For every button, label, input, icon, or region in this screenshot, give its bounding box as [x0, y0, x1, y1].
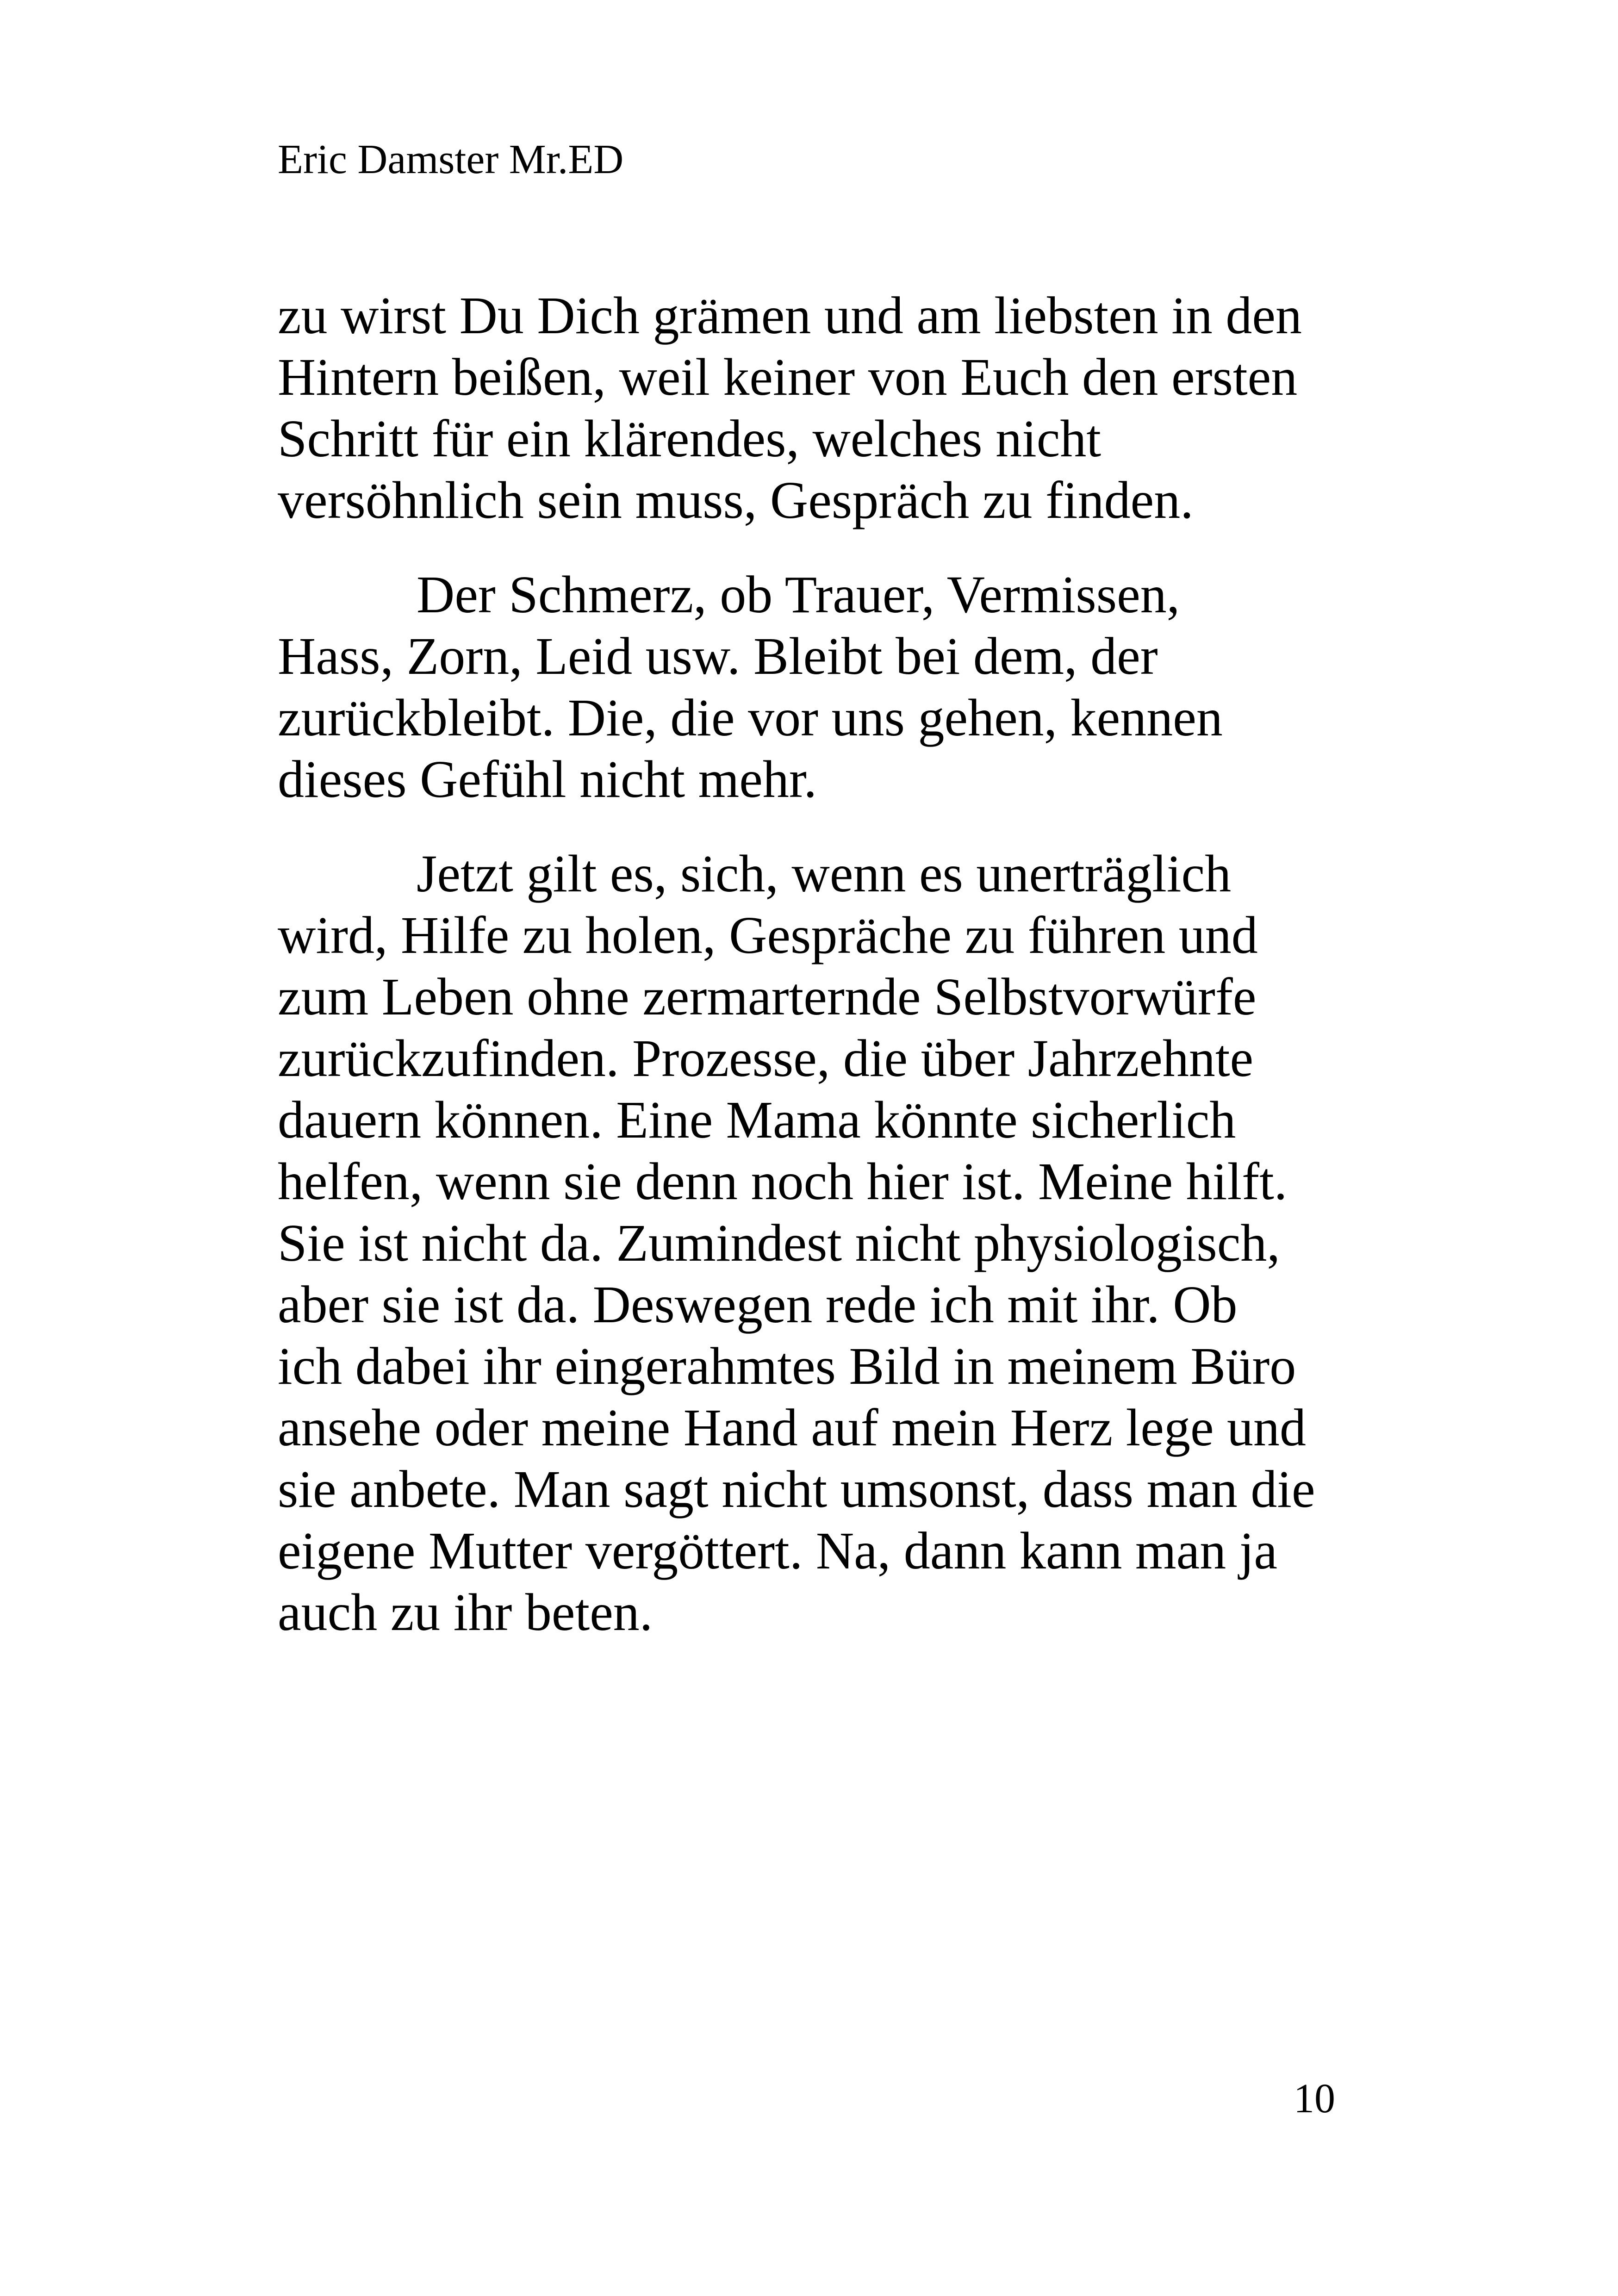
text-line: Sie ist nicht da. Zumindest nicht physiologisch,	[278, 1213, 1280, 1272]
text-line: ich dabei ihr eingerahmtes Bild in meinem Büro	[278, 1337, 1296, 1395]
text-line: wird, Hilfe zu holen, Gespräche zu führen und	[278, 906, 1258, 964]
text-line: Jetzt gilt es, sich, wenn es unerträglich	[417, 844, 1232, 903]
text-line: zurückzufinden. Prozesse, die über Jahrzehnte	[278, 1029, 1254, 1088]
text-line: dauern können. Eine Mama könnte sicherlich	[278, 1090, 1236, 1149]
text-line: helfen, wenn sie denn noch hier ist. Meine hilft.	[278, 1152, 1288, 1211]
page-number: 10	[1294, 2076, 1335, 2122]
text-line: versöhnlich sein muss, Gespräch zu finden.	[278, 471, 1194, 529]
text-line: Der Schmerz, ob Trauer, Vermissen,	[417, 565, 1180, 624]
text-line: ansehe oder meine Hand auf mein Herz lege und	[278, 1398, 1307, 1457]
text-line: aber sie ist da. Deswegen rede ich mit ihr. Ob	[278, 1275, 1238, 1334]
text-line: auch zu ihr beten.	[278, 1583, 653, 1642]
text-line: zum Leben ohne zermarternde Selbstvorwürfe	[278, 967, 1257, 1026]
text-line: zurückbleibt. Die, die vor uns gehen, kennen	[278, 688, 1223, 747]
text-line: Hass, Zorn, Leid usw. Bleibt bei dem, der	[278, 627, 1158, 685]
text-line: dieses Gefühl nicht mehr.	[278, 750, 817, 809]
text-line: Schritt für ein klärendes, welches nicht	[278, 409, 1101, 468]
text-line: Hintern beißen, weil keiner von Euch den ersten	[278, 348, 1298, 406]
text-line: eigene Mutter vergöttert. Na, dann kann man ja	[278, 1521, 1277, 1580]
text-line: zu wirst Du Dich grämen und am liebsten in den	[278, 286, 1302, 345]
text-line: sie anbete. Man sagt nicht umsonst, dass man die	[278, 1460, 1315, 1518]
running-header-author: Eric Damster Mr.ED	[278, 137, 624, 182]
